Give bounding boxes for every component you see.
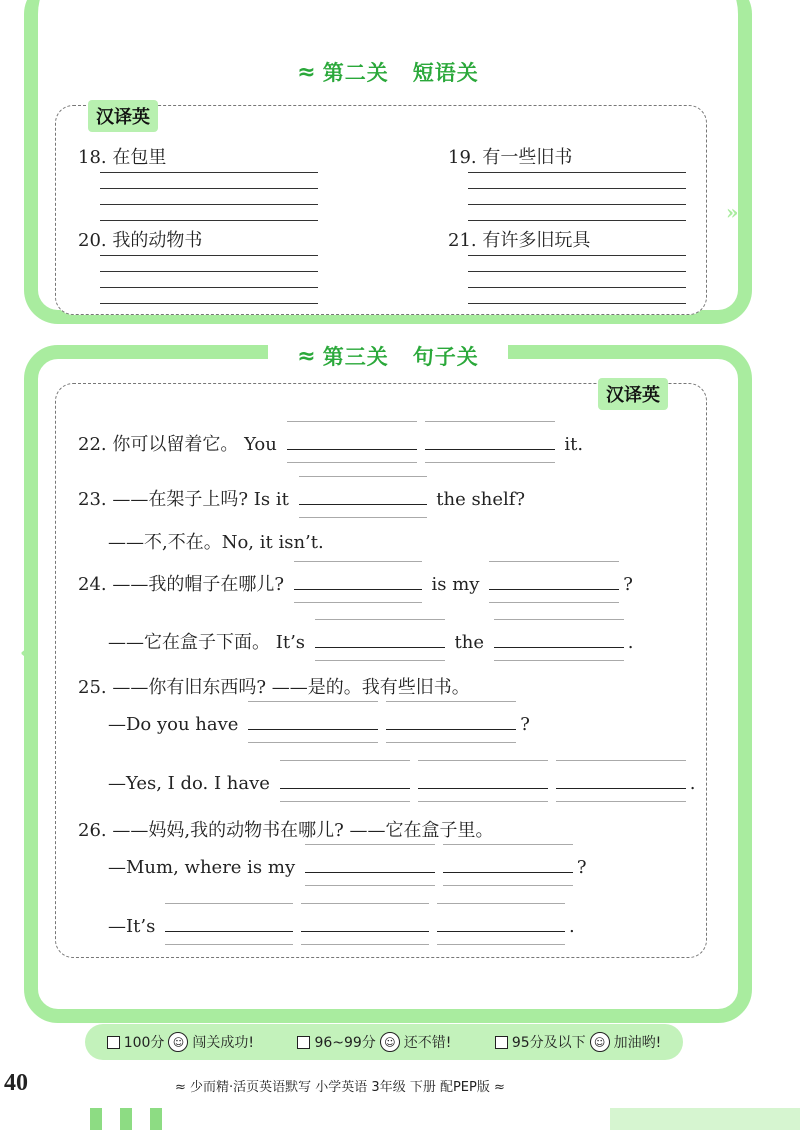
sentence-24-answer: ——它在盒子下面。 It’s the . <box>108 632 634 653</box>
checkbox[interactable] <box>495 1036 508 1049</box>
sentence-26-answer: —It’s . <box>108 916 575 937</box>
answer-lines[interactable] <box>468 157 686 221</box>
answer-lines[interactable] <box>100 157 318 221</box>
smiley-face-icon: ☺ <box>168 1032 188 1052</box>
section-title-sentences <box>268 340 508 372</box>
smiley-face-icon: ☺ <box>590 1032 610 1052</box>
answer-lines[interactable] <box>100 240 318 304</box>
score-option: 95分及以下 ☺ 加油哟! <box>495 1032 661 1052</box>
sentence-22: 22. 你可以留着它。 You it. <box>78 434 584 455</box>
section-name: 短语关 <box>412 61 479 85</box>
task-badge: 汉译英 <box>598 378 668 410</box>
answer-blank[interactable] <box>443 858 573 873</box>
sentence-23: 23. ——在架子上吗? Is it the shelf? <box>78 489 526 510</box>
score-bar <box>85 1024 683 1060</box>
answer-blank[interactable] <box>248 715 378 730</box>
answer-blank[interactable] <box>301 917 429 932</box>
answer-blank[interactable] <box>280 774 410 789</box>
answer-lines[interactable] <box>468 240 686 304</box>
checkbox[interactable] <box>107 1036 120 1049</box>
phrase-item: 20. 我的动物书 <box>78 230 203 251</box>
footer-text: ≈ 少而精·活页英语默写 小学英语 3年级 下册 配PEP版 ≈ <box>175 1080 505 1095</box>
answer-blank[interactable] <box>386 715 516 730</box>
answer-blank[interactable] <box>437 917 565 932</box>
sentence-26: 26. ——妈妈,我的动物书在哪儿? ——它在盒子里。 <box>78 820 494 841</box>
answer-blank[interactable] <box>287 435 417 450</box>
answer-blank[interactable] <box>299 490 427 505</box>
answer-blank[interactable] <box>315 633 445 648</box>
sentence-23-answer: ——不,不在。No, it isn’t. <box>108 532 324 553</box>
bottom-decoration <box>0 1108 800 1130</box>
smiley-face-icon: ☺ <box>380 1032 400 1052</box>
answer-blank[interactable] <box>494 633 624 648</box>
score-option: 100分 ☺ 闯关成功! <box>107 1032 254 1052</box>
phrase-item: 21. 有许多旧玩具 <box>448 230 591 251</box>
section-level: 第二关 <box>322 61 389 85</box>
answer-blank[interactable] <box>418 774 548 789</box>
sentence-25-answer: —Yes, I do. I have . <box>108 773 696 794</box>
chevron-deco-icon: » <box>726 200 739 224</box>
phrase-item: 19. 有一些旧书 <box>448 147 573 168</box>
answer-blank[interactable] <box>425 435 555 450</box>
sentence-26-question: —Mum, where is my ? <box>108 857 587 878</box>
phrase-item: 18. 在包里 <box>78 147 167 168</box>
wave-icon: ≈ <box>297 343 317 369</box>
answer-blank[interactable] <box>165 917 293 932</box>
checkbox[interactable] <box>297 1036 310 1049</box>
sentence-25-question: —Do you have ? <box>108 714 530 735</box>
answer-blank[interactable] <box>305 858 435 873</box>
answer-blank[interactable] <box>294 575 422 590</box>
wave-icon: ≈ <box>297 59 317 85</box>
section-name: 句子关 <box>412 345 479 369</box>
score-option: 96~99分 ☺ 还不错! <box>297 1032 451 1052</box>
sentence-24: 24. ——我的帽子在哪儿? is my ? <box>78 574 633 595</box>
page-number: 40 <box>4 1070 28 1096</box>
answer-blank[interactable] <box>489 575 619 590</box>
section-title-phrases <box>268 56 508 88</box>
section-level: 第三关 <box>322 345 389 369</box>
task-badge: 汉译英 <box>88 100 158 132</box>
answer-blank[interactable] <box>556 774 686 789</box>
sentence-25: 25. ——你有旧东西吗? ——是的。我有些旧书。 <box>78 677 470 698</box>
chevron-deco-icon: « <box>20 640 33 664</box>
